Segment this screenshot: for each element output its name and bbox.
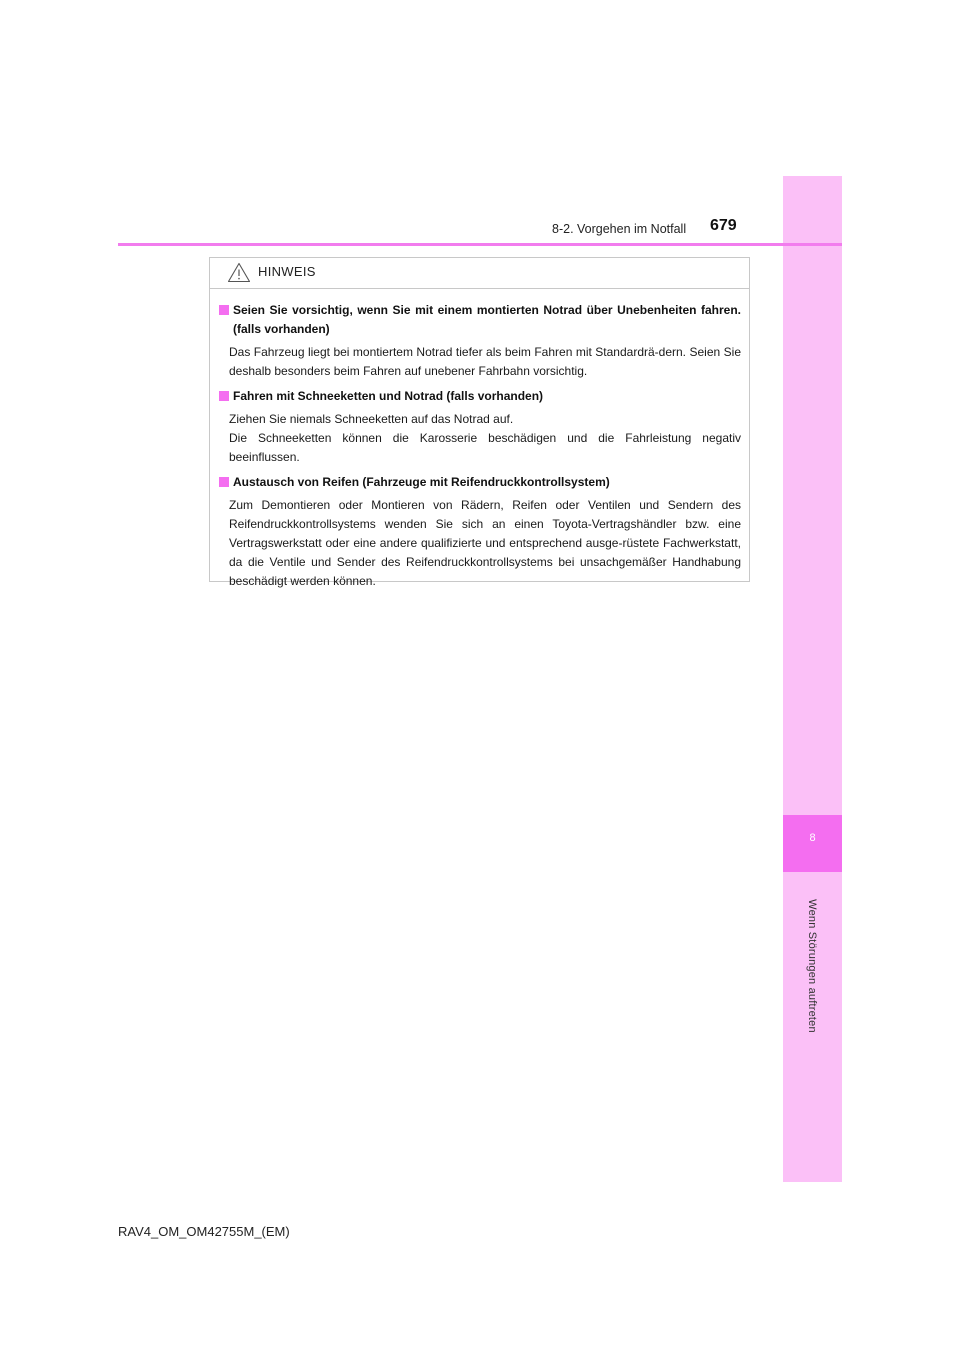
notice-item-heading bbox=[219, 473, 741, 492]
section-title: 8-2. Vorgehen im Notfall bbox=[552, 222, 687, 236]
notice-item-heading-text: Seien Sie vorsichtig, wenn Sie mit einem montierten Notrad über Unebenheiten fahren. (falls vorhanden) bbox=[233, 303, 741, 336]
notice-paragraph: Die Schneeketten können die Karosserie beschädigen und die Fahrleistung negativ beeinflussen. bbox=[229, 431, 741, 464]
chapter-title: Wenn Störungen auftreten bbox=[806, 899, 818, 1033]
notice-item-text bbox=[229, 496, 741, 591]
notice-paragraph: Zum Demontieren oder Montieren von Rädern, Reifen oder Ventilen und Sendern des Reifendruckkontrollsystems wenden Sie sich an einen Toyota-Vertragshändler bzw. eine Vertragswerkstatt oder eine andere qualifizierte und entsprechend ausge-rüstete Fachwerkstatt, da die Ventile und Sender des Reifendruckkontrollsystems bei unsachgemäßer Handhabung beschädigt werden können. bbox=[229, 498, 741, 588]
notice-item-text bbox=[229, 343, 741, 381]
notice-item bbox=[219, 387, 741, 467]
square-bullet-icon bbox=[219, 305, 229, 315]
warning-triangle-icon bbox=[227, 262, 251, 283]
notice-paragraph: Das Fahrzeug liegt bei montiertem Notrad tiefer als beim Fahren mit Standardrä-dern. Seien Sie deshalb besonders beim Fahren auf unebener Fahrbahn vorsichtig. bbox=[229, 345, 741, 378]
notice-item bbox=[219, 301, 741, 381]
notice-item-heading-text: Fahren mit Schneeketten und Notrad (falls vorhanden) bbox=[233, 389, 544, 403]
notice-item-heading bbox=[219, 301, 741, 339]
notice-box bbox=[209, 257, 750, 588]
chapter-number: 8 bbox=[809, 832, 816, 844]
document-code: RAV4_OM_OM42755M_(EM) bbox=[118, 1224, 290, 1239]
square-bullet-icon bbox=[219, 477, 229, 487]
notice-item bbox=[219, 473, 741, 591]
notice-title: HINWEIS bbox=[258, 264, 316, 279]
notice-body bbox=[210, 289, 749, 591]
notice-header bbox=[210, 258, 749, 289]
page-number: 679 bbox=[710, 217, 737, 234]
notice-item-heading bbox=[219, 387, 741, 406]
square-bullet-icon bbox=[219, 391, 229, 401]
notice-item-text bbox=[229, 410, 741, 467]
notice-item-heading-text: Austausch von Reifen (Fahrzeuge mit Reifendruckkontrollsystem) bbox=[233, 475, 610, 489]
notice-paragraph: Ziehen Sie niemals Schneeketten auf das Notrad auf. bbox=[229, 412, 514, 426]
header-rule bbox=[118, 243, 842, 246]
